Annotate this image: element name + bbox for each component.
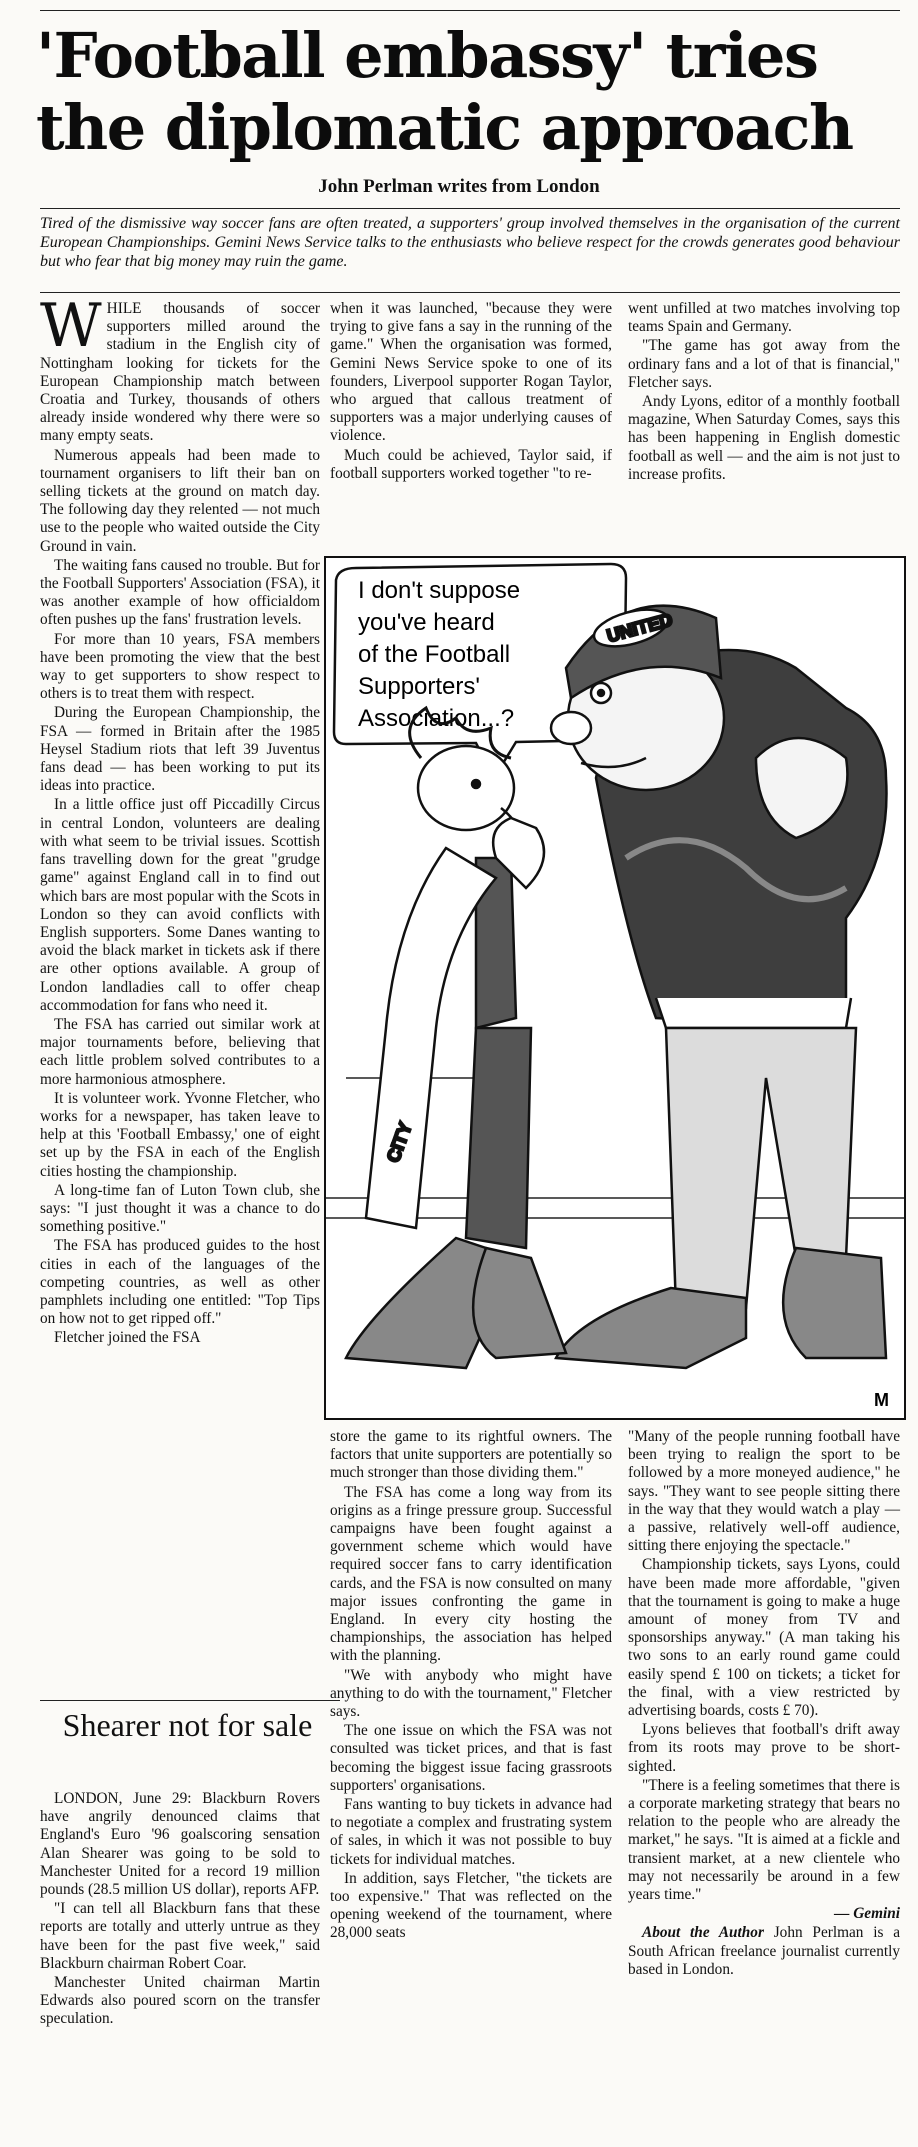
column-3-paragraph-1: went unfilled at two matches involving top teams Spain and Germany. [628, 300, 900, 336]
headline-line-2: the diplomatic approach [36, 91, 853, 164]
sidebar-title: Shearer not for sale [62, 1707, 313, 1743]
paragraph-6: In a little office just off Piccadilly Circus in central London, volunteers are dealing with what seem to be trivial issues. Scottish fans travelling down for the great "grudge game" against England call in to find out which bars are most popular with the Scots in London so they can avoid conflicts with English supporters. Some Danes wanting to avoid the black market in tickets ask if there are other options available. A group of London landladies call to offer cheap accommodation for fans who need it. [40, 796, 320, 1014]
about-author-text: John Perlman is a South African freelance journalist currently based in London. [628, 1924, 901, 1978]
column-3-paragraph-2: "The game has got away from the ordinary fans and a lot of that is financial," Fletcher says. [628, 337, 900, 391]
headline-line-1: 'Football embassy' tries [36, 19, 818, 92]
column-5-paragraph-4: "There is a feeling sometimes that there is a corporate marketing strategy that bears no relation to the people who are already the market," he says. "It is aimed at a fickle and transient market, at a new clientele who may not necessarily be around in a few years time." [628, 1776, 900, 1904]
byline: John Perlman writes from London [318, 176, 600, 197]
column-2-paragraph-1: when it was launched, "because they were trying to give fans a say in the running of the game." When the organisation was formed, Gemini News Service spoke to one of its founders, Liverpool supporter Rogan Taylor, who argued that callous treatment of supporters was a major underlying causes of violence. [330, 300, 612, 445]
scarf-text: CITY [382, 1119, 416, 1166]
column-4 [330, 1428, 612, 1944]
top-rule [40, 10, 900, 11]
headline [36, 20, 906, 164]
lead-words: HILE [106, 300, 142, 317]
column-5-paragraph-1: "Many of the people running football have been trying to realign the sport to be followed by a more moneyed audience," he says. "They want to see people sitting there in the way that they would watch a play — a passive, relatively well-off audience, sitting there enjoying the spectacle." [628, 1428, 900, 1555]
sidebar-body [40, 1790, 320, 2030]
column-4-paragraph-5: Fans wanting to buy tickets in advance had to negotiate a complex and frustrating system of sales, in which it was not possible to buy tickets for individual matches. [330, 1796, 612, 1868]
about-author-label: About the Author [642, 1924, 764, 1942]
standfirst-bottom-rule [40, 292, 900, 293]
column-1 [40, 291, 320, 1349]
paragraph-5: During the European Championship, the FSA — formed in Britain after the 1985 Heysel Stadium riots that left 39 Juventus fans dead — has been working to put its ideas into practice. [40, 704, 320, 795]
column-2-paragraph-2: Much could be achieved, Taylor said, if football supporters worked together "to re- [330, 446, 612, 482]
column-5 [628, 1428, 900, 1980]
column-4-paragraph-6: In addition, says Fletcher, "the tickets are too expensive." That was reflected on the opening weekend of the tournament, where 28,000 seats [330, 1869, 612, 1942]
column-2 [330, 300, 612, 484]
column-4-paragraph-3: "We with anybody who might have anything to do with the tournament," Fletcher says. [330, 1666, 612, 1721]
news-service-credit: — Gemini [834, 1905, 900, 1923]
sidebar-paragraph-3: Manchester United chairman Martin Edwards also poured scorn on the transfer speculation. [40, 1974, 320, 2028]
artist-signature: M [874, 1390, 889, 1410]
standfirst-top-rule [40, 208, 900, 209]
bubble-line-5: Association...? [358, 705, 515, 732]
standfirst: Tired of the dismissive way soccer fans are often treated, a supporters' group involved themselves in the organisation of the current European Championships. Gemini News Service talks to the enthusiasts who believe respect for the crowds generates good behaviour but who fear that big money may ruin the game. [40, 215, 900, 270]
about-the-author [628, 1924, 900, 1979]
column-4-paragraph-2: The FSA has come a long way from its origins as a fringe pressure group. Successful campaigns have been fought against a government scheme which would have required soccer fans to carry identification cards, and the FSA is now consulted on many major issues confronting the game in England. In every city hosting the championships, the association has helped with the planning. [330, 1483, 612, 1665]
paragraph-4: For more than 10 years, FSA members have been promoting the view that the best way to get supporters to show respect to others is to treat them with respect. [40, 630, 320, 703]
sidebar-top-rule [40, 1700, 340, 1701]
drop-cap: W [40, 291, 102, 361]
column-5-paragraph-2: Championship tickets, says Lyons, could have been made more affordable, "given that the tournament is going to make a huge amount of money from TV and sponsorships anyway." (A man taking his two sons to an early round game could easily spend £ 100 on tickets; a ticket for the final, with a view restricted by advertising boards, costs £ 70). [628, 1556, 900, 1720]
lead-paragraph [40, 291, 320, 446]
paragraph-9: A long-time fan of Luton Town club, she says: "I just thought it was a chance to do something positive." [40, 1181, 320, 1236]
column-4-paragraph-4: The one issue on which the FSA was not consulted was ticket prices, and that is fast becoming the biggest issue facing grassroots supporters' organisations. [330, 1722, 612, 1794]
column-3-paragraph-3: Andy Lyons, editor of a monthly football magazine, When Saturday Comes, says this has been happening in English domestic football as well — and the aim is not just to increase profits. [628, 393, 900, 483]
sidebar-paragraph-1: LONDON, June 29: Blackburn Rovers have angrily denounced claims that England's Euro '96 goalscoring sensation Alan Shearer was going to be sold to Manchester United for a record 19 million pounds (28.5 million US dollar), reports AFP. [40, 1790, 320, 1899]
paragraph-1: thousands of soccer supporters milled around the stadium in the English city of Nottingham looking for tickets for the European Championship match between Croatia and Turkey, thousands of others already inside wondered why there were so many empty seats. [40, 300, 320, 445]
bubble-line-1: I don't suppose [358, 577, 521, 604]
cartoon-illustration [324, 556, 906, 1420]
column-3 [628, 300, 900, 485]
bubble-line-2: you've heard [358, 609, 495, 636]
city-fan-figure [346, 708, 566, 1368]
paragraph-8: It is volunteer work. Yvonne Fletcher, who works for a newspaper, has taken leave to help at this 'Football Embassy,' one of eight set up by the FSA in each of the English cities hosting the championship. [40, 1089, 320, 1180]
cap-text: UNITED [604, 609, 675, 647]
paragraph-3: The waiting fans caused no trouble. But for the Football Supporters' Association (FSA), it was another example of how officialdom often pushes up the fans' frustration levels. [40, 556, 320, 629]
sidebar-paragraph-2: "I can tell all Blackburn fans that these reports are totally and utterly untrue as they have been for the past five week," said Blackburn chairman Robert Coar. [40, 1900, 320, 1972]
paragraph-2: Numerous appeals had been made to tournament organisers to lift their ban on selling tickets at the ground on match day. The following day they relented — not much use to the people who waited outside the City Ground in vain. [40, 446, 320, 555]
bubble-line-3: of the Football [358, 641, 511, 668]
united-fan-figure [551, 603, 887, 1368]
paragraph-7: The FSA has carried out similar work at major tournaments before, believing that each little problem solved contributes to a more harmonious atmosphere. [40, 1015, 320, 1088]
paragraph-10: The FSA has produced guides to the host cities in each of the languages of the competing countries, as well as other pamphlets including one entitled: "Top Tips on how not to get ripped off." [40, 1237, 320, 1328]
paragraph-11: Fletcher joined the FSA [54, 1329, 201, 1347]
cartoon-drawing [326, 558, 904, 1418]
column-4-paragraph-1: store the game to its rightful owners. The factors that unite supporters are potentially so much stronger than those dividing them." [330, 1428, 612, 1482]
column-5-paragraph-3: Lyons believes that football's drift away from its roots may prove to be short-sighted. [628, 1721, 900, 1775]
bubble-line-4: Supporters' [358, 673, 480, 700]
